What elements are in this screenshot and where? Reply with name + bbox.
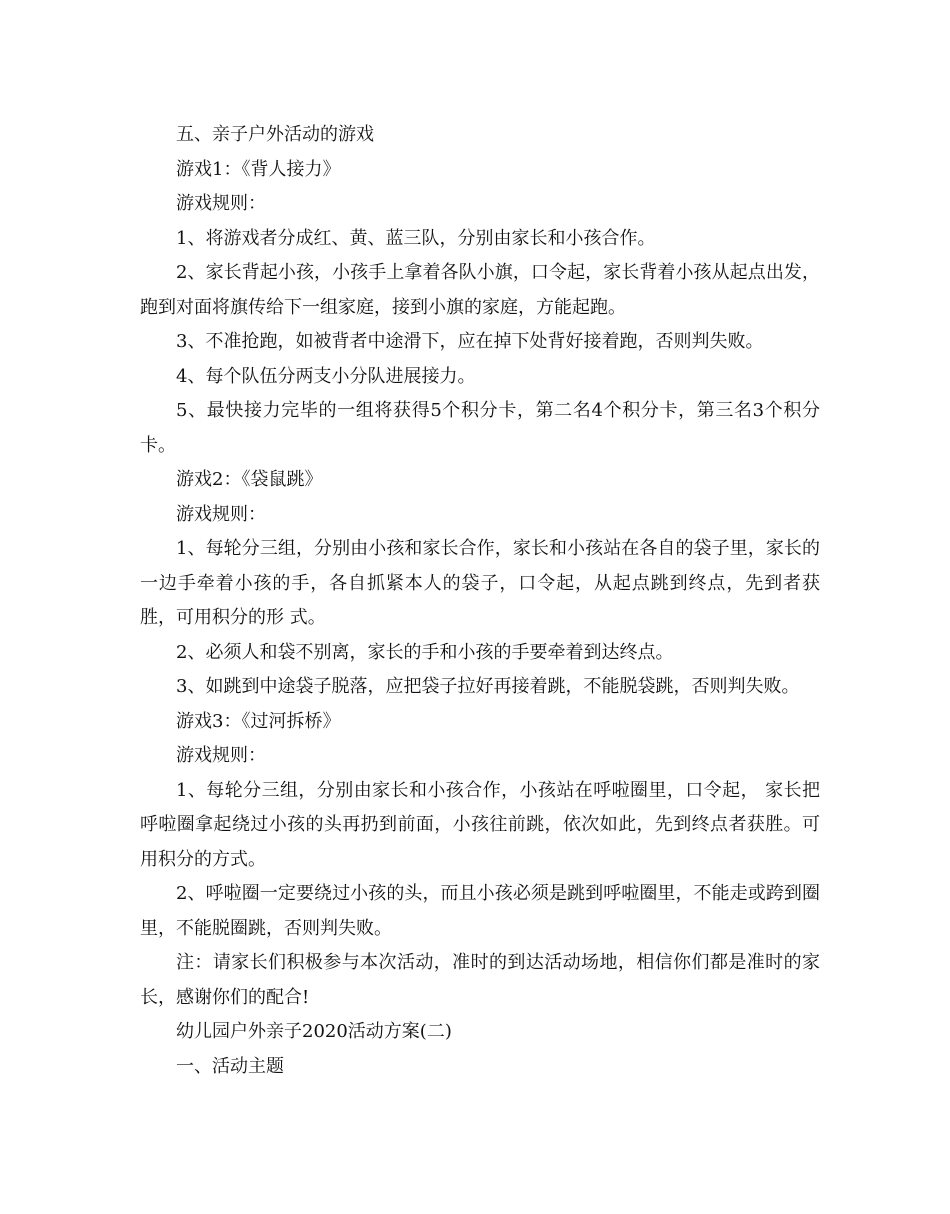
rules-label: 游戏规则： bbox=[176, 193, 266, 214]
game-title: 游戏3：《过河拆桥》 bbox=[176, 710, 341, 732]
game-title: 游戏2：《袋鼠跳》 bbox=[176, 469, 323, 490]
rule-item: 1、每轮分三组，分别由家长和小孩合作，小孩站在呼啦圈里，口令起， 家长把呼啦圈拿起绕过小孩的头再扔到前面，小孩往前跳，依次如此，先到终点者获胜。可用积分的方式。 bbox=[140, 779, 820, 870]
rule-item: 4、每个队伍分两支小分队进展接力。 bbox=[176, 365, 476, 387]
rule-item: 5、最快接力完毕的一组将获得5个积分卡，第二名4个积分卡，第三名3个积分卡。 bbox=[140, 400, 820, 456]
plan-title: 幼儿园户外亲子2020活动方案(二) bbox=[176, 1021, 452, 1042]
subsection-heading: 一、活动主题 bbox=[176, 1055, 284, 1077]
rule-item: 2、家长背起小孩，小孩手上拿着各队小旗，口令起，家长背着小孩从起点出发，跑到对面将旗传给下一组家庭，接到小旗的家庭，方能起跑。 bbox=[140, 262, 820, 318]
rule-item: 3、如跳到中途袋子脱落，应把袋子拉好再接着跳，不能脱袋跳，否则判失败。 bbox=[176, 676, 800, 697]
rule-item: 1、将游戏者分成红、黄、蓝三队，分别由家长和小孩合作。 bbox=[176, 227, 656, 249]
document-body bbox=[140, 118, 820, 1084]
rules-label: 游戏规则： bbox=[176, 745, 266, 766]
rule-item: 3、不准抢跑，如被背者中途滑下，应在掉下处背好接着跑，否则判失败。 bbox=[176, 331, 764, 352]
rule-item: 2、必须人和袋不别离，家长的手和小孩的手要牵着到达终点。 bbox=[176, 641, 674, 663]
note-paragraph: 注：请家长们积极参与本次活动，准时的到达活动场地，相信你们都是准时的家长，感谢你们的配合! bbox=[140, 952, 820, 1008]
game-title: 游戏1：《背人接力》 bbox=[176, 158, 341, 180]
rule-item: 1、每轮分三组，分别由小孩和家长合作，家长和小孩站在各自的袋子里，家长的一边手牵着小孩的手，各自抓紧本人的袋子，口令起，从起点跳到终点，先到者获胜，可用积分的形 式。 bbox=[140, 538, 820, 628]
rule-item: 2、呼啦圈一定要绕过小孩的头，而且小孩必须是跳到呼啦圈里，不能走或跨到圈里，不能脱圈跳，否则判失败。 bbox=[140, 883, 820, 939]
rules-label: 游戏规则： bbox=[176, 503, 266, 525]
section-heading: 五、亲子户外活动的游戏 bbox=[176, 124, 374, 145]
